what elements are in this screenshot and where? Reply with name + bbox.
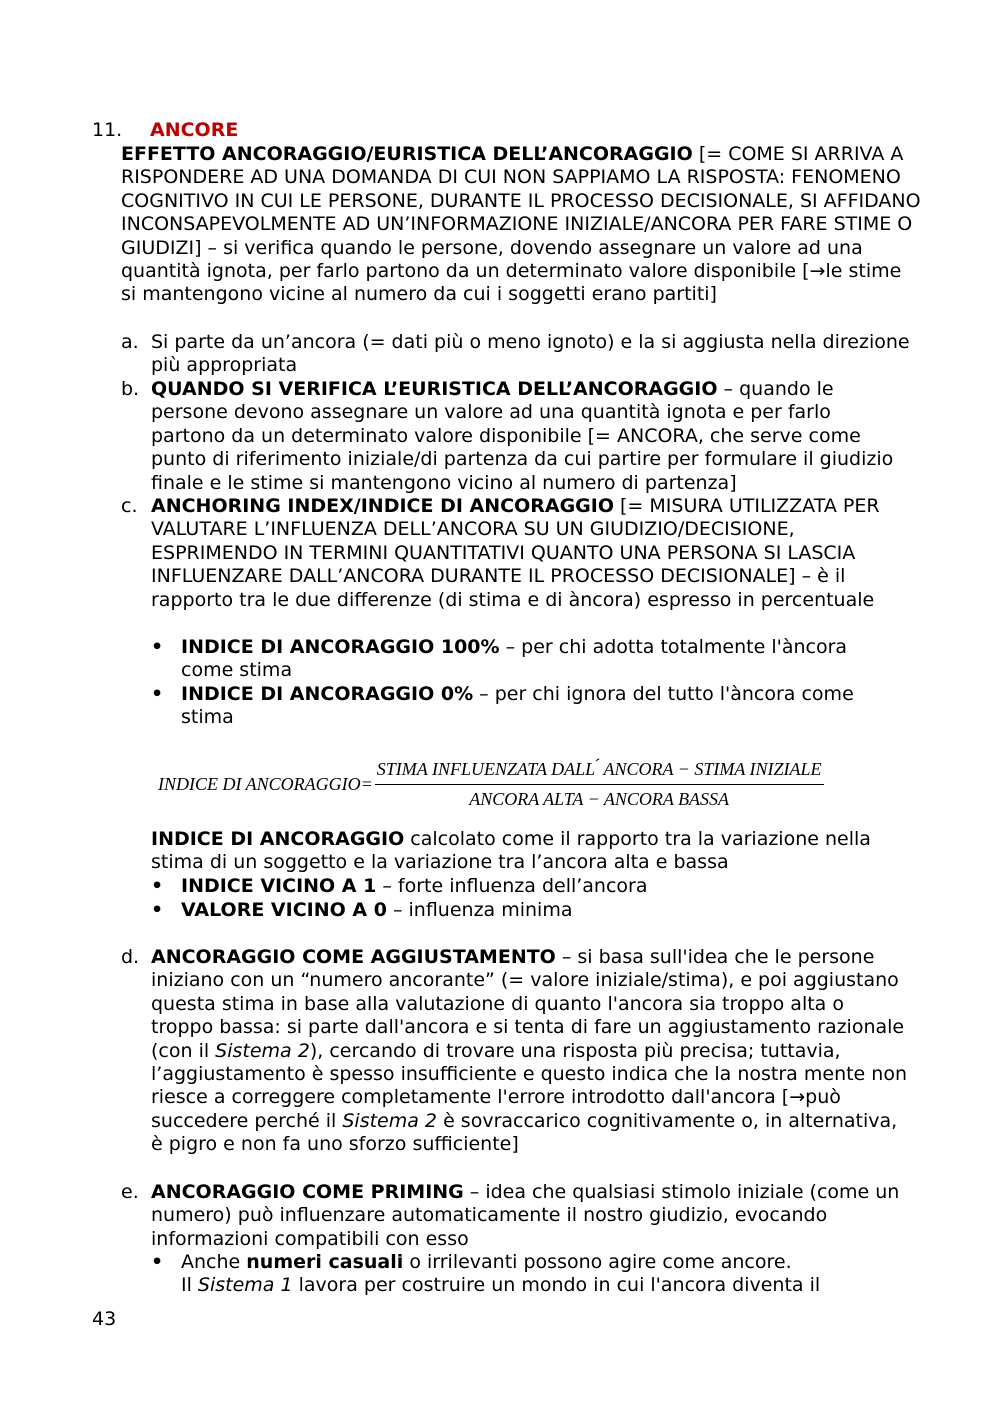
formula-lhs: INDICE DI ANCORAGGIO= bbox=[158, 774, 373, 795]
item-d-body: – si basa sull'idea che le persone iniziano con un “numero ancorante” (= valore iniziale/stima), e poi aggiustano questa stima in base alla valutazione di quanto l'ancora sia troppo alta o troppo bassa: si parte dall'ancora e si tenta di fare un aggiustamento razionale (con il bbox=[151, 946, 905, 1062]
item-marker: e. bbox=[121, 1181, 139, 1203]
section-number: 11. bbox=[92, 119, 123, 141]
bullet-bold: INDICE VICINO A 1 bbox=[181, 875, 377, 897]
formula-numerator: STIMA INFLUENZATA DALL ́ ANCORA − STIMA INIZIALE bbox=[375, 758, 824, 785]
bullet-text bbox=[181, 1251, 891, 1298]
bullet-body: o irrilevanti possono agire come ancore. bbox=[403, 1251, 792, 1273]
bullet-icon: • bbox=[151, 1251, 164, 1273]
formula-denominator: ANCORA ALTA − ANCORA BASSA bbox=[469, 789, 730, 810]
bullet-icon: • bbox=[151, 683, 164, 705]
intro-bold: EFFETTO ANCORAGGIO/EURISTICA DELL’ANCORAGGIO bbox=[121, 143, 693, 165]
bullet-bold: VALORE VICINO A 0 bbox=[181, 899, 387, 921]
list-item-e bbox=[121, 1181, 911, 1251]
section-title: ANCORE bbox=[150, 119, 239, 141]
bullet-bold: INDICE DI ANCORAGGIO 0% bbox=[181, 683, 474, 705]
bullet-item bbox=[151, 636, 891, 683]
bullet-body: lavora per costruire un mondo in cui l'ancora diventa il bbox=[292, 1274, 821, 1297]
bullet-text bbox=[181, 899, 891, 922]
item-d-body: può succedere perché il bbox=[151, 1086, 841, 1132]
bullet-item bbox=[151, 683, 891, 730]
formula-fraction bbox=[375, 758, 824, 812]
item-e-body: – idea che qualsiasi stimolo iniziale (come un numero) può influenzare automaticamente il nostro giudizio, evocando informazioni compatibili con esso bbox=[151, 1181, 900, 1250]
page-number: 43 bbox=[92, 1308, 117, 1330]
item-marker: a. bbox=[121, 331, 139, 353]
list-item-d bbox=[121, 946, 911, 1157]
item-c-body: [= MISURA UTILIZZATA PER VALUTARE L’INFLUENZA DELL’ANCORA SU UN GIUDIZIO/DECISIONE, ESPRIMENDO IN TERMINI QUANTITATIVI QUANTO UNA PERSONA SI LASCIA INFLUENZARE DALL’ANCORA DURANTE IL PROCESSO DECISIONALE] – è il rapporto tra le due differenze (di stima e di àncora) espresso in percentuale bbox=[151, 495, 880, 611]
item-c-text bbox=[151, 495, 911, 612]
item-c-bold: ANCHORING INDEX/INDICE DI ANCORAGGIO bbox=[151, 495, 614, 517]
bullet-icon: • bbox=[151, 875, 164, 897]
intro-paragraph bbox=[121, 143, 921, 307]
bullet-body: – per chi ignora del tutto l'àncora come stima bbox=[181, 683, 854, 729]
bullet-italic: Sistema 1 bbox=[197, 1274, 293, 1297]
item-d-italic: Sistema 2 bbox=[215, 1039, 310, 1062]
index-explanation-text: calcolato come il rapporto tra la variazione nella stima di un soggetto e la variazione tra l’ancora alta e bassa bbox=[151, 828, 871, 874]
item-a-text: Si parte da un’ancora (= dati più o meno ignoto) e la si aggiusta nella direzione più appropriata bbox=[151, 331, 910, 377]
list-item-c bbox=[121, 495, 911, 612]
arrow-icon: → bbox=[809, 260, 826, 283]
item-e-bold: ANCORAGGIO COME PRIMING bbox=[151, 1181, 464, 1203]
bullet-body: Anche bbox=[181, 1251, 247, 1273]
index-explanation bbox=[151, 828, 911, 875]
section-heading bbox=[92, 119, 238, 142]
intro-text: [= COME SI ARRIVA A RISPONDERE AD UNA DOMANDA DI CUI NON SAPPIAMO LA RISPOSTA: FENOMENO COGNITIVO IN CUI LE PERSONE, DURANTE IL PROCESSO DECISIONALE, SI AFFIDANO INCONSAPEVOLMENTE AD UN’INFORMAZIONE INIZIALE/ANCORA PER FARE STIME O GIUDIZI] – si verifica quando le persone, dovendo assegnare un valore ad una quantità ignota, per farlo partono da un determinato valore disponibile [ bbox=[121, 143, 921, 283]
intro-text-2: le stime si mantengono vicine al numero da cui i soggetti erano partiti] bbox=[121, 260, 902, 306]
item-b-bold: QUANDO SI VERIFICA L’EURISTICA DELL’ANCORAGGIO bbox=[151, 378, 718, 400]
item-d-body: ), cercando di trovare una risposta più precisa; tuttavia, l’aggiustamento è spesso insufficiente e questo indica che la nostra mente non riesce a correggere completamente l'errore introdotto dall'ancora [ bbox=[151, 1039, 907, 1109]
bullet-icon: • bbox=[151, 899, 164, 921]
bullet-bold: INDICE DI ANCORAGGIO 100% bbox=[181, 636, 500, 658]
anchoring-index-formula bbox=[158, 758, 824, 812]
bullet-body: – forte influenza dell’ancora bbox=[376, 875, 648, 897]
bullet-item bbox=[151, 899, 891, 922]
bullet-body: – influenza minima bbox=[386, 899, 573, 921]
item-marker: b. bbox=[121, 378, 140, 400]
item-d-bold: ANCORAGGIO COME AGGIUSTAMENTO bbox=[151, 946, 556, 968]
bullet-text bbox=[181, 683, 891, 730]
bullet-item bbox=[151, 875, 891, 898]
item-marker: d. bbox=[121, 946, 140, 968]
bullet-bold: numeri casuali bbox=[246, 1251, 404, 1273]
arrow-icon: → bbox=[789, 1086, 806, 1109]
item-b-body: – quando le persone devono assegnare un valore ad una quantità ignota e per farlo partono da un determinato valore disponibile [= ANCORA, che serve come punto di riferimento iniziale/di partenza da cui partire per formulare il giudizio finale e le stime si mantengono vicino al numero di partenza] bbox=[151, 378, 894, 494]
item-d-italic: Sistema 2 bbox=[342, 1109, 438, 1132]
list-item-b bbox=[121, 378, 911, 495]
list-item-a bbox=[121, 331, 911, 378]
item-e-text bbox=[151, 1181, 911, 1251]
bullet-body: – per chi adotta totalmente l'àncora come stima bbox=[181, 636, 848, 682]
item-b-text bbox=[151, 378, 911, 495]
bullet-item bbox=[151, 1251, 891, 1298]
item-marker: c. bbox=[121, 495, 138, 517]
item-d-body: è sovraccarico cognitivamente o, in alternativa, è pigro e non fa uno sforzo sufficiente] bbox=[151, 1109, 898, 1156]
item-d-text bbox=[151, 946, 911, 1157]
bullet-icon: • bbox=[151, 636, 164, 658]
bullet-body: Il bbox=[181, 1274, 198, 1297]
index-explanation-bold: INDICE DI ANCORAGGIO bbox=[151, 828, 405, 850]
bullet-text bbox=[181, 636, 891, 683]
bullet-text bbox=[181, 875, 891, 898]
